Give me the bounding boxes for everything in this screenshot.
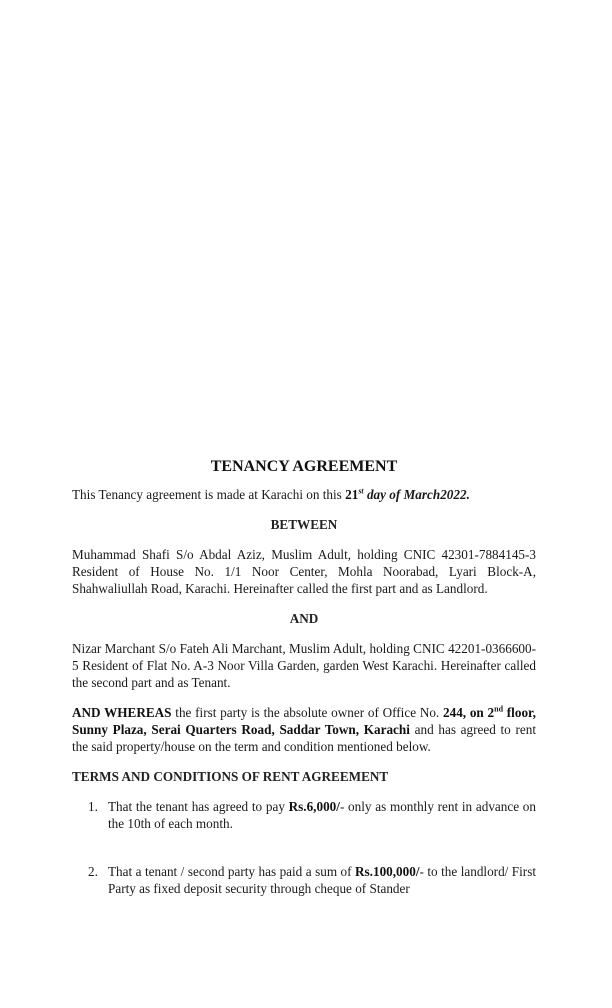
intro-paragraph	[72, 486, 536, 503]
intro-date-rest: day of March2022.	[363, 487, 470, 502]
property-address-part-2: floor, Sunny Plaza, Serai Quarters Road, Saddar Town, Karachi	[72, 705, 536, 737]
term-item	[72, 863, 536, 897]
intro-day: 21	[345, 487, 359, 502]
and-heading: AND	[289, 611, 319, 626]
term-text: That the tenant has agreed to pay	[108, 799, 289, 814]
term-text: - only as monthly rent in advance on the 10th of each month.	[108, 799, 536, 831]
intro-prefix: This Tenancy agreement is made at Karachi on this	[72, 487, 346, 502]
deposit-amount: Rs.100,000/	[355, 864, 420, 879]
term-number: 1.	[88, 799, 98, 814]
whereas-text-1: the first party is the absolute owner of Office No.	[171, 705, 443, 720]
whereas-text-2: and has agreed to rent the said property/house on the term and condition mentioned below.	[72, 722, 536, 754]
terms-list	[72, 798, 536, 897]
between-heading: BETWEEN	[270, 517, 338, 532]
first-party-paragraph: Muhammad Shafi S/o Abdal Aziz, Muslim Adult, holding CNIC 42301-7884145-3 Resident of House No. 1/1 Noor Center, Mohla Noorabad, Lyari Block-A, Shahwaliullah Road, Karachi. Hereinafter called the first part and as Landlord.	[72, 547, 536, 596]
agreement-page	[72, 456, 536, 897]
term-number: 2.	[88, 864, 98, 879]
rent-amount: Rs.6,000/	[288, 799, 340, 814]
term-text: That a tenant / second party has paid a sum of	[108, 864, 356, 879]
document-title: TENANCY AGREEMENT	[210, 458, 398, 475]
whereas-lead: AND WHEREAS	[72, 705, 172, 720]
term-text: - to the landlord/ First Party as fixed deposit security through cheque of Stander	[108, 864, 536, 896]
whereas-paragraph	[72, 704, 536, 755]
property-address-part-1: 244, on 2	[443, 705, 495, 720]
term-item	[72, 798, 536, 832]
terms-heading: TERMS AND CONDITIONS OF RENT AGREEMENT	[72, 769, 389, 784]
property-address-sup: nd	[494, 704, 504, 714]
intro-day-suffix: st	[358, 486, 364, 496]
second-party-paragraph: Nizar Marchant S/o Fateh Ali Marchant, Muslim Adult, holding CNIC 42201-0366600-5 Resident of Flat No. A-3 Noor Villa Garden, garden West Karachi. Hereinafter called the second part and as Tenant.	[72, 641, 536, 690]
